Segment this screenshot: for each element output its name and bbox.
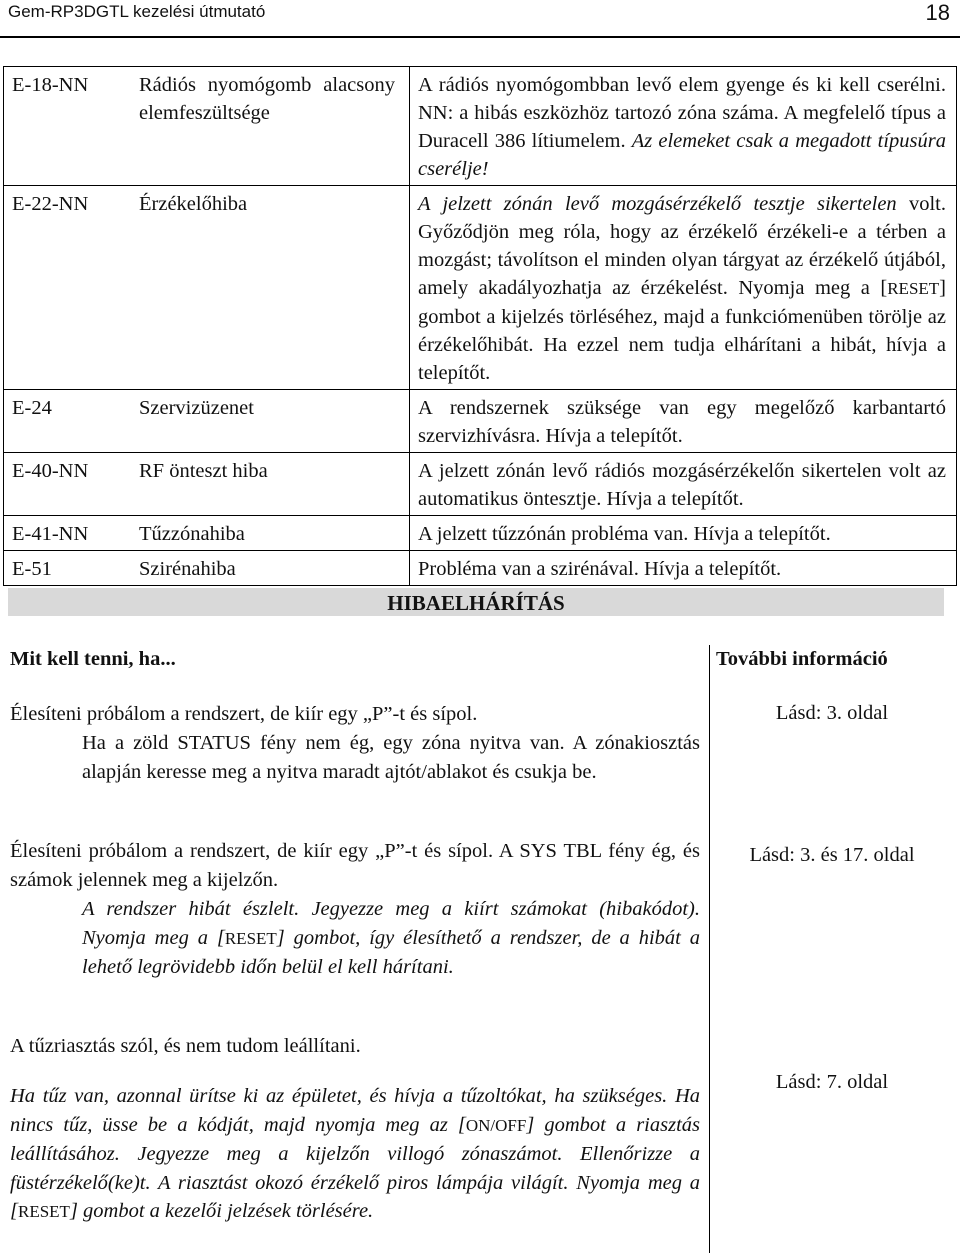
error-description: A jelzett tűzzónán probléma van. Hívja a telepítőt. [410,516,957,551]
desc-text: volt. Győződjön meg róla, hogy az érzékelő érzékeli-e a térben a mozgást; távolítson el minden olyan tárgyat az érzékelő útjából, amely akadályozhatja az érzékelést. Nyomja meg a [ [418,193,947,299]
header-rule [0,36,960,38]
answer-text: Ha a zöld STATUS fény nem ég, egy zóna nyitva van. A zónakiosztás alapján keresse meg a nyitva maradt ajtót/ablakot és csukja be. [82,732,700,783]
error-description [410,67,957,186]
section-title: HIBAELHÁRÍTÁS [8,588,944,616]
answer-part: ] gombot a riasztás leállításához. Jegyezze meg a kijelzőn villogó zónaszámot. Ellenőrizze a füstérzékelő(ke)t. A riasztást okozó érzékelő piros lámpája világít. Nyomja meg a [ [10,1113,701,1222]
error-name: Szirénahiba [139,558,236,580]
problem-text: Élesíteni próbálom a rendszert, de kiír egy „P”-t és sípol. [10,703,478,725]
problem-text: A tűzriasztás szól, és nem tudom leállítani. [10,1035,361,1057]
page-reference: Lásd: 3. és 17. oldal [749,844,915,866]
table-row [4,551,957,586]
answer-part: ] gombot, így élesíthető a rendszer, de a hibát a lehető legrövidebb időn belül el kell hárítani. [82,926,700,978]
desc-italic: A jelzett zónán levő mozgásérzékelő tesztje sikertelen [418,193,897,215]
error-code: E-41-NN [4,516,132,551]
desc-text: A rádiós nyomógombban levő elem gyenge és ki kell cserélni. NN: a hibás eszközhöz tartozó zóna száma. A megfelelő típus a Duracell 386 lítiumelem. [418,74,946,152]
reset-key: RESET [887,279,940,298]
page-number: 18 [925,0,950,25]
error-description [410,186,957,390]
error-description: A jelzett zónán levő rádiós mozgásérzékelőn sikertelen volt az automatikus öntesztje. Hívja a telepítőt. [410,453,957,516]
error-name: RF önteszt hiba [139,460,268,482]
page-header [0,0,960,32]
desc-italic: Az elemeket csak a megadott típusúra cserélje! [418,130,947,180]
error-code: E-22-NN [4,186,132,390]
answer-text [82,895,700,982]
reset-key: RESET [224,928,277,948]
error-code: E-51 [4,551,132,586]
error-code: E-18-NN [4,67,132,186]
error-name: Tűzzónahiba [139,523,245,545]
column-divider [709,645,710,1253]
column-header-info: További információ [716,648,888,670]
answer-text [10,1082,700,1227]
error-name: Érzékelőhiba [139,193,248,215]
error-name: Rádiós nyomógomb alacsony elemfeszültsége [139,74,395,124]
page-reference: Lásd: 7. oldal [775,1071,889,1093]
problem-text: Élesíteni próbálom a rendszert, de kiír egy „P”-t és sípol. A SYS TBL fény ég, és számok jelennek meg a kijelzőn. [10,840,700,891]
error-code: E-40-NN [4,453,132,516]
page-reference: Lásd: 3. oldal [775,702,889,724]
desc-text: ] gombot a kijelzés törléséhez, majd a funkciómenüben törölje az érzékelőhibát. Ha ezzel nem tudja elhárítani a hibát, hívja a telepítőt. [418,277,946,384]
error-name: Szervizüzenet [139,397,254,419]
table-row [4,186,957,390]
table-row [4,516,957,551]
table-row [4,453,957,516]
error-code-table [3,66,957,586]
answer-part: Ha tűz van, azonnal ürítse ki az épületet, és hívja a tűzoltókat, ha szükséges. Ha nincs tűz, üsse be a kódját, majd nyomja meg az [ [10,1085,700,1136]
error-description: A rendszernek szüksége van egy megelőző karbantartó szervizhívásra. Hívja a telepítőt. [410,390,957,453]
error-description: Probléma van a szirénával. Hívja a telepítőt. [410,551,957,586]
on-off-key: ON/OFF [465,1115,527,1135]
document-title: Gem-RP3DGTL kezelési útmutató [8,2,266,21]
answer-part: ] gombot a kezelői jelzések törlésére. [69,1200,374,1222]
answer-part: A rendszer hibát észlelt. Jegyezze meg a kiírt számokat (hibakódot). Nyomja meg a [ [82,898,700,949]
reset-key: RESET [17,1202,70,1221]
column-header-problem: Mit kell tenni, ha... [10,648,176,670]
error-code: E-24 [4,390,132,453]
table-row [4,67,957,186]
table-row [4,390,957,453]
